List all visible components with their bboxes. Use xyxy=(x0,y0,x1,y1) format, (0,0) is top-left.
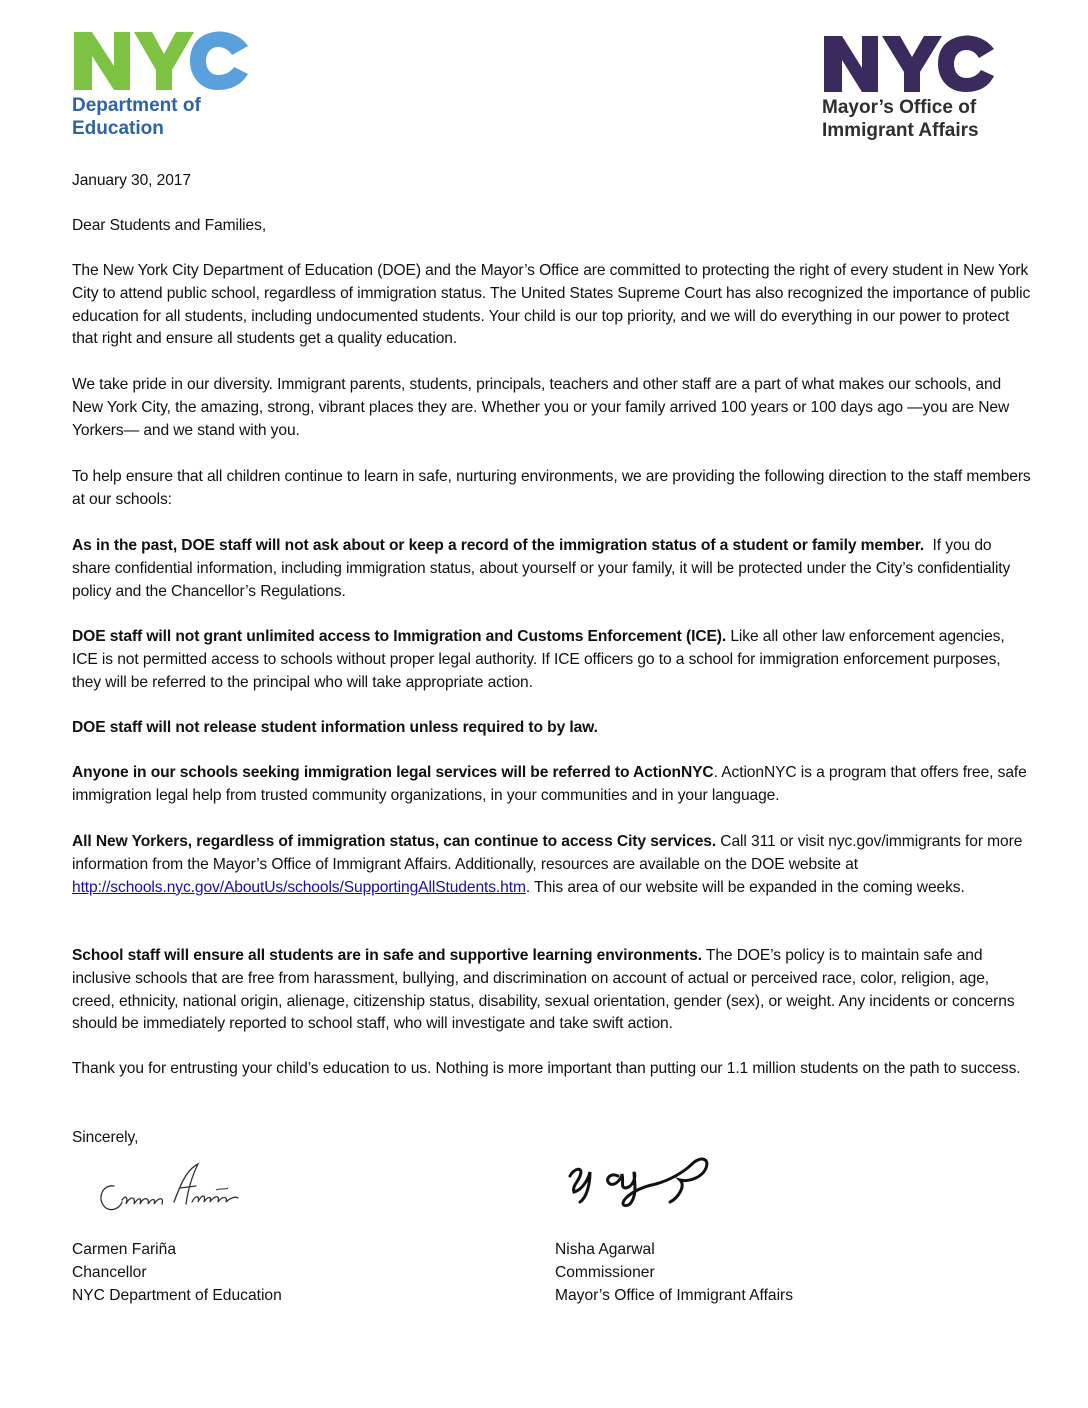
moia-logo-line2: Immigrant Affairs xyxy=(822,120,979,141)
letter-salutation: Dear Students and Families, xyxy=(72,217,267,234)
signatory-farina-name: Carmen Fariña xyxy=(72,1241,176,1258)
moia-logo-line1: Mayor’s Office of xyxy=(822,97,977,118)
paragraph-5-text: Like all other law enforcement agencies, ICE is not permitted access to schools without proper legal authority. If ICE officers go to a school for immigration enforcement purposes, they will be referred to the principal who will take appropriate action. xyxy=(72,628,1005,691)
paragraph-5-bold: DOE staff will not grant unlimited access to Immigration and Customs Enforcement (ICE). xyxy=(72,628,727,645)
letter-date: January 30, 2017 xyxy=(72,172,191,189)
paragraph-2-text: We take pride in our diversity. Immigrant parents, students, principals, teachers and other staff are a part of what makes our schools, and New York City, the amazing, strong, vibrant places they are. Whether you or your family arrived 100 years or 100 days ago —you are New Yorkers— and we stand with you. xyxy=(72,376,1010,439)
paragraph-7 xyxy=(72,762,1032,808)
moia-nyc-logo-mark xyxy=(822,34,998,94)
paragraph-8-bold: All New Yorkers, regardless of immigration status, can continue to access City services. xyxy=(72,833,717,850)
paragraph-6 xyxy=(72,717,1032,740)
paragraph-10 xyxy=(72,1058,1032,1081)
paragraph-7-text: . ActionNYC is a program that offers free, safe immigration legal help from trusted community organizations, in your communities and in your language. xyxy=(72,764,1027,804)
paragraph-8 xyxy=(72,831,1032,899)
paragraph-9 xyxy=(72,945,1032,1036)
paragraph-4-text: If you do share confidential information, including immigration status, about yourself or your family, it will be protected under the City’s confidentiality policy and the Chancellor’s Regulations. xyxy=(72,537,1015,600)
paragraph-2 xyxy=(72,374,1032,442)
carmen-farina-signature xyxy=(92,1156,252,1218)
signatory-agarwal xyxy=(555,1239,793,1307)
paragraph-4-bold: As in the past, DOE staff will not ask about or keep a record of the immigration status of a student or family member. xyxy=(72,537,925,554)
signatory-farina xyxy=(72,1239,282,1307)
paragraph-9-bold: School staff will ensure all students are in safe and supportive learning environments. xyxy=(72,947,702,964)
closing: Sincerely, xyxy=(72,1129,139,1146)
paragraph-8-end: . This area of our website will be expanded in the coming weeks. xyxy=(525,878,965,896)
paragraph-8-text: Call 311 or visit nyc.gov/immigrants for more information from the Mayor’s Office of Immigrant Affairs. Additionally, resources are available on the DOE website at xyxy=(72,833,1023,873)
paragraph-4 xyxy=(72,535,1032,603)
paragraph-5 xyxy=(72,626,1032,694)
paragraph-6-bold: DOE staff will not release student information unless required to by law. xyxy=(72,719,598,736)
doe-logo xyxy=(72,30,262,140)
moia-logo xyxy=(822,34,1012,142)
paragraph-3-text: To help ensure that all children continue to learn in safe, nurturing environments, we are providing the following direction to the staff members at our schools: xyxy=(72,468,1031,508)
signatory-farina-title: Chancellor xyxy=(72,1263,147,1281)
nisha-agarwal-signature xyxy=(560,1150,750,1212)
signatory-agarwal-name: Nisha Agarwal xyxy=(555,1241,655,1258)
doe-nyc-logo-mark xyxy=(72,30,254,92)
doe-logo-line1: Department of xyxy=(72,95,201,116)
doe-logo-line2: Education xyxy=(72,118,164,139)
supporting-all-students-link[interactable]: http://schools.nyc.gov/AboutUs/schools/SupportingAllStudents.htm xyxy=(72,878,526,896)
paragraph-7-bold: Anyone in our schools seeking immigration legal services will be referred to ActionNYC xyxy=(72,764,714,781)
signatory-farina-org: NYC Department of Education xyxy=(72,1286,282,1304)
signatory-agarwal-title: Commissioner xyxy=(555,1263,655,1281)
paragraph-10-text: Thank you for entrusting your child’s education to us. Nothing is more important than putting our 1.1 million students on the path to success. xyxy=(72,1060,1021,1077)
paragraph-1-text: The New York City Department of Education (DOE) and the Mayor’s Office are committed to protecting the right of every student in New York City to attend public school, regardless of immigration status. The United States Supreme Court has also recognized the importance of public education for all students, including undocumented students. Your child is our top priority, and we will do everything in our power to protect that right and ensure all students get a quality education. xyxy=(72,262,1031,348)
paragraph-9-text: The DOE’s policy is to maintain safe and inclusive schools that are free from harassment, bullying, and discrimination on account of actual or perceived race, color, religion, age, creed, ethnicity, national origin, alienage, citizenship status, disability, sexual orientation, gender (sex), or weight. Any incidents or concerns should be immediately reported to school staff, who will investigate and take swift action. xyxy=(72,947,1015,1033)
signatory-agarwal-org: Mayor’s Office of Immigrant Affairs xyxy=(555,1286,794,1304)
paragraph-3 xyxy=(72,466,1032,512)
paragraph-1 xyxy=(72,260,1032,351)
